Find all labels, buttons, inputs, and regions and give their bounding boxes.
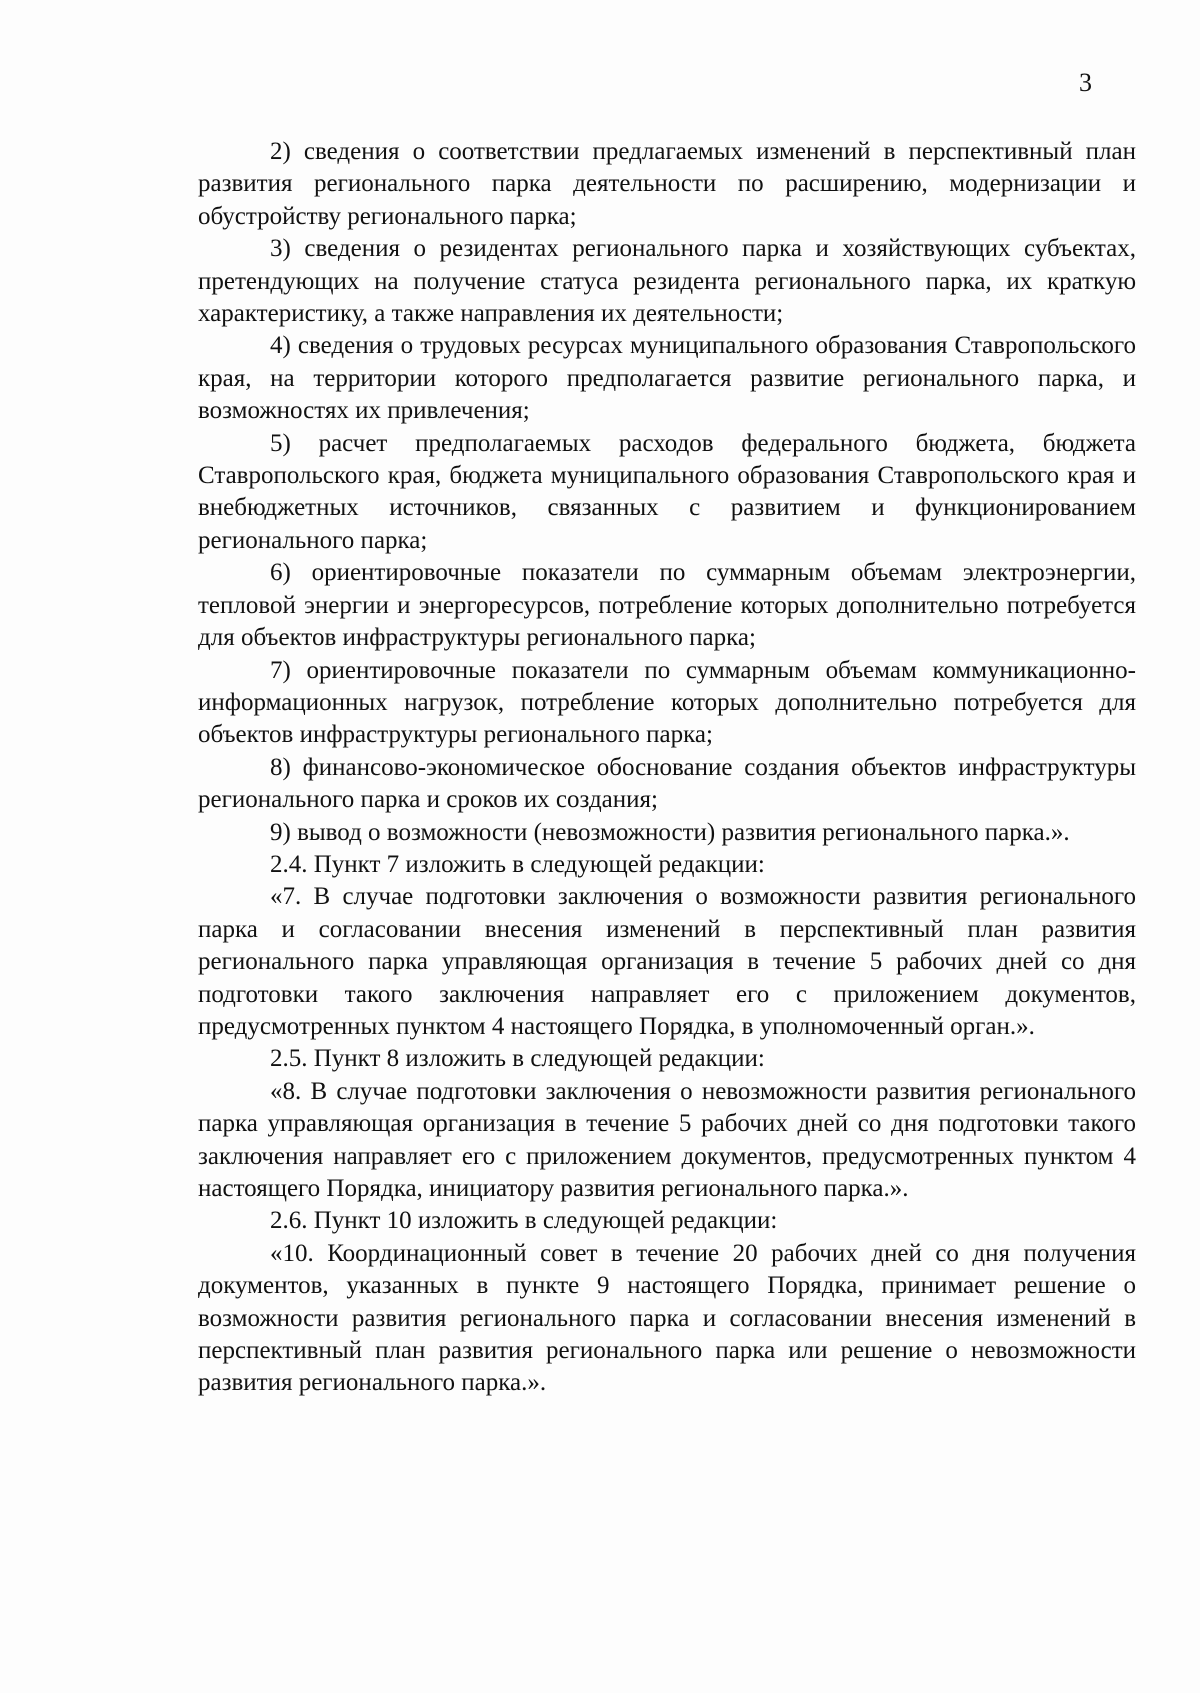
page-number: 3 — [1079, 68, 1092, 97]
paragraph-item-3: 3) сведения о резидентах регионального парка и хозяйствующих субъектах, претендующих на получение статуса резидента регионального парка, их краткую характеристику, а также направления их деятельности; — [198, 235, 1136, 328]
paragraph-item-2: 2) сведения о соответствии предлагаемых изменений в перспективный план развития регионального парка деятельности по расширению, модернизации и обустройству регионального парка; — [198, 138, 1136, 230]
paragraph-item-5: 5) расчет предполагаемых расходов федерального бюджета, бюджета Ставропольского края, бюджета муниципального образования Ставропольского края и внебюджетных источников, связанных с развитием и функционированием регионального парка; — [198, 429, 1136, 554]
paragraph-item-6: 6) ориентировочные показатели по суммарным объемам электроэнергии, тепловой энергии и энергоресурсов, потребление которых дополнительно потребуется для объектов инфраструктуры регионального парка; — [198, 559, 1136, 652]
paragraph-point-7: «7. В случае подготовки заключения о возможности развития регионального парка и согласовании внесения изменений в перспективный план развития регионального парка управляющая организация в течение 5 рабочих дней со дня подготовки такого заключения направляет его с приложением документов, предусмотренных пунктом 4 настоящего Порядка, в уполномоченный орган.». — [198, 883, 1136, 1040]
paragraph-item-8: 8) финансово-экономическое обоснование создания объектов инфраструктуры регионального парка и сроков их создания; — [198, 753, 1136, 814]
paragraph-item-7: 7) ориентировочные показатели по суммарным объемам коммуникационно-информационных нагрузок, потребление которых дополнительно потребуется для объектов инфраструктуры регионального парка; — [198, 656, 1136, 749]
paragraph-point-10: «10. Координационный совет в течение 20 рабочих дней со дня получения документов, указанных в пункте 9 настоящего Порядка, принимает решение о возможности развития регионального парка и согласовании внесения изменений в перспективный план развития регионального парка или решение о невозможности развития регионального парка.». — [198, 1239, 1136, 1397]
paragraph-point-8: «8. В случае подготовки заключения о невозможности развития регионального парка управляющая организация в течение 5 рабочих дней со дня подготовки такого заключения направляет его с приложением документов, предусмотренных пунктом 4 настоящего Порядка, инициатору развития регионального парка.». — [198, 1077, 1136, 1202]
document-body — [198, 136, 1136, 1400]
paragraph-section-2-5: 2.5. Пункт 8 изложить в следующей редакции: — [270, 1045, 765, 1073]
paragraph-item-4: 4) сведения о трудовых ресурсах муниципального образования Ставропольского края, на территории которого предполагается развитие регионального парка, и возможностях их привлечения; — [198, 332, 1136, 425]
paragraph-item-9: 9) вывод о возможности (невозможности) развития регионального парка.». — [270, 818, 1070, 846]
paragraph-section-2-6: 2.6. Пункт 10 изложить в следующей редакции: — [270, 1207, 778, 1235]
paragraph-section-2-4: 2.4. Пункт 7 изложить в следующей редакции: — [270, 850, 765, 878]
